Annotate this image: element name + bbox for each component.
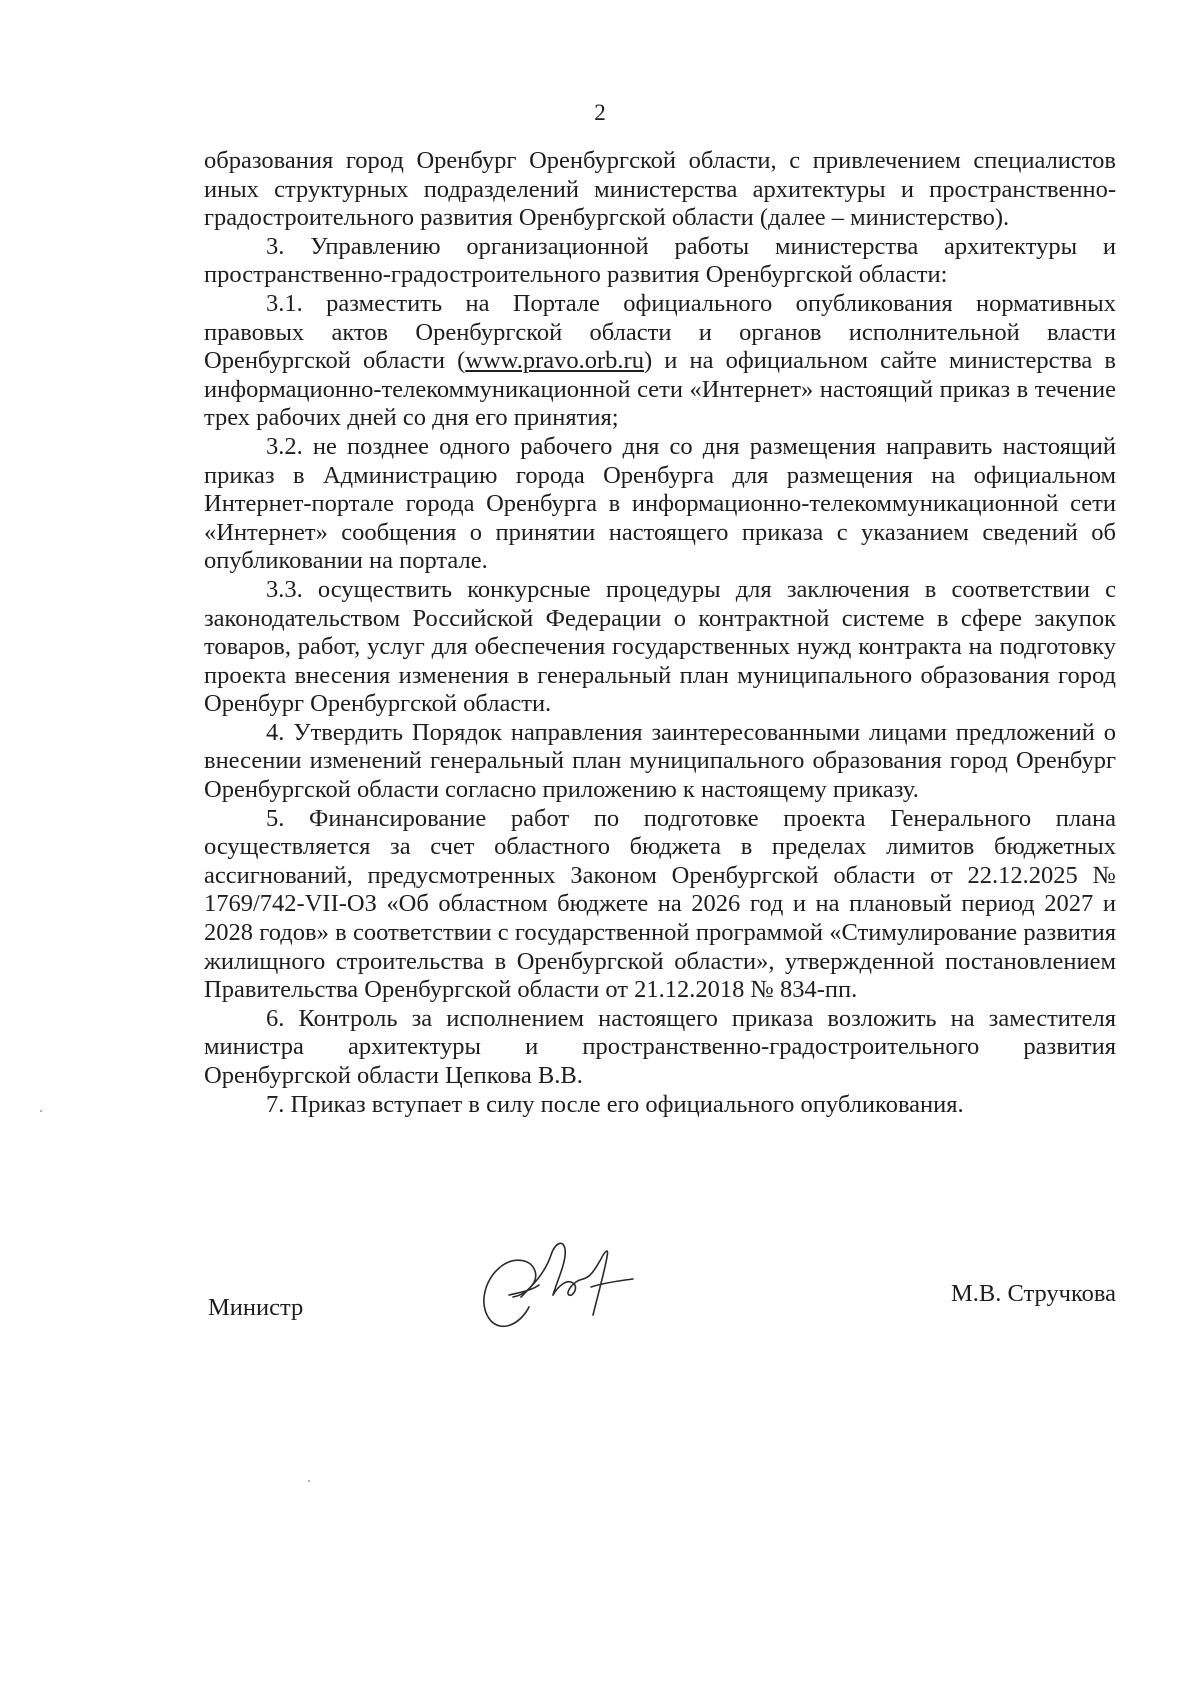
- handwritten-signature: [473, 1235, 643, 1335]
- pravo-website-link[interactable]: www.pravo.orb.ru: [465, 347, 644, 375]
- paragraph-4: 4. Утвердить Порядок направления заинтересованными лицами предложений о внесении изменений генеральный план муниципального образования город Оренбург Оренбургской области согласно приложению к настоящему приказу.: [204, 718, 1116, 804]
- page-number: 2: [594, 100, 606, 125]
- document-body: [204, 147, 1116, 1119]
- scan-speck: [40, 1110, 42, 1112]
- paragraph-3-2: 3.2. не позднее одного рабочего дня со дня размещения направить настоящий приказ в Администрацию города Оренбурга для размещения на официальном Интернет-портале города Оренбурга в информационно-телекоммуникационной сети «Интернет» сообщения о принятии настоящего приказа с указанием сведений об опубликовании на портале.: [204, 432, 1116, 575]
- paragraph-3-3: 3.3. осуществить конкурсные процедуры для заключения в соответствии с законодательством Российской Федерации о контрактной системе в сфере закупок товаров, работ, услуг для обеспечения государственных нужд контракта на подготовку проекта внесения изменения в генеральный план муниципального образования город Оренбург Оренбургской области.: [204, 575, 1116, 718]
- paragraph-6: 6. Контроль за исполнением настоящего приказа возложить на заместителя министра архитектуры и пространственно-градостроительного развития Оренбургской области Цепкова В.В.: [204, 1004, 1116, 1089]
- paragraph-5: 5. Финансирование работ по подготовке проекта Генерального плана осуществляется за счет областного бюджета в пределах лимитов бюджетных ассигнований, предусмотренных Законом Оренбургской области от 22.12.2025 № 1769/742-VII-ОЗ «Об областном бюджете на 2026 год и на плановый период 2027 и 2028 годов» в соответствии с государственной программой «Стимулирование развития жилищного строительства в Оренбургской области», утвержденной постановлением Правительства Оренбургской области от 21.12.2018 № 834-пп.: [204, 804, 1116, 1004]
- paragraph-3-1-text-after: ) и на официальном сайте министерства в информационно-телекоммуникационной сети «Интернет» настоящий приказ в течение трех рабочих дней со дня его принятия;: [204, 347, 1116, 432]
- scan-speck: [308, 1480, 310, 1482]
- paragraph-3-1-text-before: 3.1. разместить на Портале официального опубликования нормативных правовых актов Оренбургской области и органов исполнительной власти Оренбургской области (: [204, 289, 1116, 375]
- signature-block: [208, 1280, 1116, 1400]
- paragraph-continuation: образования город Оренбург Оренбургской области, с привлечением специалистов иных структурных подразделений министерства архитектуры и пространственно-градостроительного развития Оренбургской области (далее – министерство).: [204, 147, 1116, 232]
- paragraph-3: 3. Управлению организационной работы министерства архитектуры и пространственно-градостроительного развития Оренбургской области:: [204, 232, 1116, 289]
- paragraph-7: 7. Приказ вступает в силу после его официального опубликования.: [266, 1090, 964, 1118]
- paragraph-3-1: [204, 290, 1116, 433]
- signatory-title: Министр: [208, 1294, 304, 1321]
- signatory-name: М.В. Стручкова: [950, 1280, 1116, 1307]
